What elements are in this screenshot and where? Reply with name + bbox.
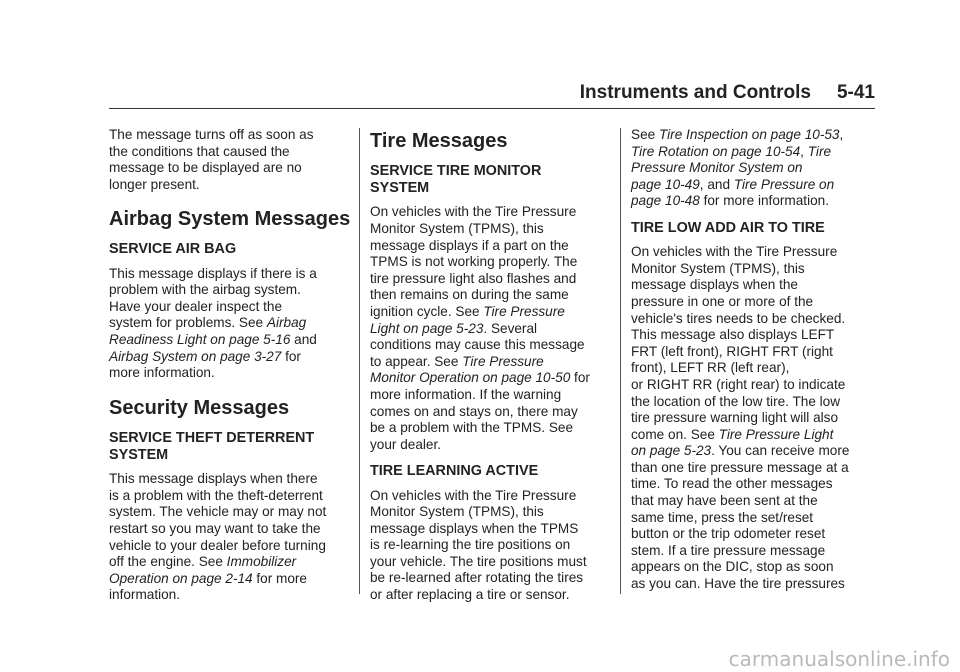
cross-reference: Tire Rotation on page 10-54 [631, 143, 801, 159]
text-span: See [631, 127, 659, 142]
text-span: . Several conditions may cause this message to appear. See [370, 320, 585, 369]
cross-reference: Tire Inspection on page 10-53 [658, 127, 840, 142]
paragraph-see-references [631, 127, 885, 210]
text-span: , [839, 127, 844, 142]
heading-tire-messages: Tire Messages [370, 130, 508, 152]
text-span: , [800, 143, 808, 159]
heading-tire-low-add-air: TIRE LOW ADD AIR TO TIRE [631, 219, 825, 236]
cross-reference: Tire Pressure Monitor Operation on page 10-50 [370, 353, 571, 386]
heading-airbag-system-messages: Airbag System Messages [109, 208, 351, 231]
text-span: and [294, 331, 317, 347]
text-span: for more information. [109, 348, 301, 381]
heading-service-air-bag: SERVICE AIR BAG [109, 241, 237, 258]
cross-reference: Tire Pressure Light on page 5-23 [370, 303, 565, 336]
text-span: for more information. If the warning comes on and stays on, there may be a problem with the TPMS. See your dealer. [370, 370, 590, 452]
paragraph-theft-deterrent [109, 471, 363, 604]
text-span: . You can receive more than one tire pressure message at a time. To read the other messages that may have been sent at the same time, press the set/reset button or the trip odometer reset stem. If a tire pressure message appears on the DIC, stop as soon as you can. Have the tire pressures [631, 443, 850, 592]
column-1 [109, 127, 363, 614]
page-number: 5-41 [836, 82, 875, 103]
watermark-text: carmanualsonline.info [728, 647, 950, 671]
text-span: for more information. [109, 570, 307, 603]
text-span: , and [699, 176, 734, 192]
paragraph-tire-low [631, 244, 885, 592]
text-span: On vehicles with the Tire Pressure Monitor System (TPMS), this message displays if a part on the TPMS is not working properly. The tire pressure light also flashes and then remains on during the same ignition cycle. See [370, 204, 578, 319]
paragraph-service-air-bag [109, 266, 363, 382]
heading-service-tire-monitor: SERVICE TIRE MONITOR SYSTEM [370, 163, 542, 197]
cross-reference: Immobilizer Operation on page 2-14 [109, 554, 297, 586]
text-span: This message displays when there is a problem with the theft-deterrent system. The vehicle may or may not restart so you may want to take the vehicle to your dealer before turning off the engine. See [109, 471, 327, 570]
text-span: On vehicles with the Tire Pressure Monitor System (TPMS), this message displays when the pressure in one or more of the vehicle's tires needs to be checked. This message also displays LEFT FRT (left front), RIGHT FRT (right front), LEFT RR (left rear), or RIGHT RR (right rear) to indicate the location of the low tire. The low tire pressure warning light will also come on. See [631, 244, 846, 442]
page-header [563, 82, 875, 104]
cross-reference: Tire Pressure Monitor System on page 10-49 [631, 143, 832, 192]
paragraph-message-off: The message turns off as soon as the conditions that caused the message to be displayed are no longer present. [109, 127, 314, 192]
heading-tire-learning-active: TIRE LEARNING ACTIVE [370, 463, 539, 480]
text-span: This message displays if there is a problem with the airbag system. Have your dealer inspect the system for problems. See [109, 265, 317, 331]
heading-security-messages: Security Messages [109, 396, 290, 419]
paragraph-service-tire-monitor [370, 204, 624, 453]
header-rule [109, 108, 875, 109]
paragraph-tire-learning: On vehicles with the Tire Pressure Monitor System (TPMS), this message displays when the TPMS is re-learning the tire positions on your vehicle. The tire positions must be re-learned after rotating the tires or after replacing a tire or sensor. [370, 487, 587, 603]
text-span: for more information. [699, 193, 829, 209]
column-2 [370, 127, 624, 614]
section-title: Instruments and Controls [579, 82, 811, 103]
cross-reference: Airbag System on page 3-27 [109, 348, 282, 364]
heading-service-theft-deterrent: SERVICE THEFT DETERRENT SYSTEM [109, 429, 315, 463]
cross-reference: Airbag Readiness Light on page 5-16 [109, 315, 307, 347]
cross-reference: Tire Pressure on page 10-48 [631, 176, 835, 209]
cross-reference: Tire Pressure Light on page 5-23 [631, 426, 834, 459]
column-3 [631, 127, 885, 603]
